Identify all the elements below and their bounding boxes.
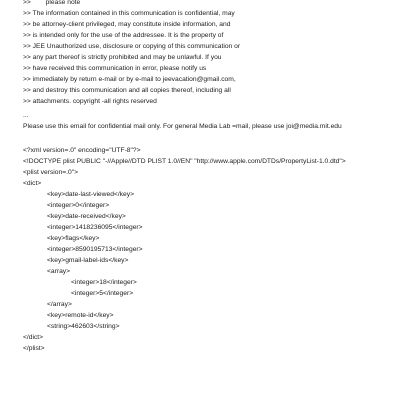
plist-key: <key>gmail-label-ids</key> <box>47 257 129 264</box>
disclaimer-line: >> is intended only for the use of the addressee. It is the property of <box>23 32 224 39</box>
array-open-tag: <array> <box>47 268 71 275</box>
plist-value: <integer>8590195713</integer> <box>47 246 143 253</box>
dict-close-tag: </dict> <box>23 334 44 341</box>
plist-close-tag: </plist> <box>23 345 45 352</box>
array-close-tag: </array> <box>47 301 72 308</box>
disclaimer-line: >> The information contained in this communication is confidential, may <box>23 10 235 17</box>
disclaimer-line: >> please note <box>23 0 81 6</box>
disclaimer-line: >> have received this communication in error, please notify us <box>23 65 207 72</box>
disclaimer-line: >> attachments. copyright -all rights reserved <box>23 98 157 105</box>
disclaimer-line: >> any part thereof is strictly prohibited and may be unlawful. If you <box>23 54 222 61</box>
plist-value: <string>462603</string> <box>47 323 120 330</box>
plist-value: <integer>1418236095</integer> <box>47 224 143 231</box>
disclaimer-line: >> be attorney-client privileged, may constitute inside information, and <box>23 21 231 28</box>
plist-key: <key>date-received</key> <box>47 213 126 220</box>
array-item: <integer>18</integer> <box>71 279 137 286</box>
plist-open-tag: <plist version=.0"> <box>23 169 78 176</box>
doctype-line: <!DOCTYPE plist PUBLIC "-//Apple//DTD PLIST 1.0//EN" "http://www.apple.com/DTDs/PropertyList-1.0.dtd"> <box>23 158 346 165</box>
xml-declaration: <?xml version=.0" encoding="UTF-8"?> <box>23 147 141 154</box>
disclaimer-line: >> immediately by return e-mail or by e-mail to jeevacation@gmail.com, <box>23 76 236 83</box>
disclaimer-line: >> JEE Unauthorized use, disclosure or copying of this communication or <box>23 43 241 50</box>
array-item: <integer>5</integer> <box>71 290 134 297</box>
media-lab-notice: Please use this email for confidential mail only. For general Media Lab =mail, please use joi@media.mit.edu <box>23 123 342 130</box>
plist-key: <key>flags</key> <box>47 235 100 242</box>
plist-key: <key>remote-id</key> <box>47 312 114 319</box>
disclaimer-line: >> and destroy this communication and all copies thereof, including all <box>23 87 231 94</box>
plist-value: <integer>0</integer> <box>47 202 110 209</box>
separator-dots: ... <box>23 112 29 119</box>
dict-open-tag: <dict> <box>23 180 42 187</box>
plist-key: <key>date-last-viewed</key> <box>47 191 134 198</box>
